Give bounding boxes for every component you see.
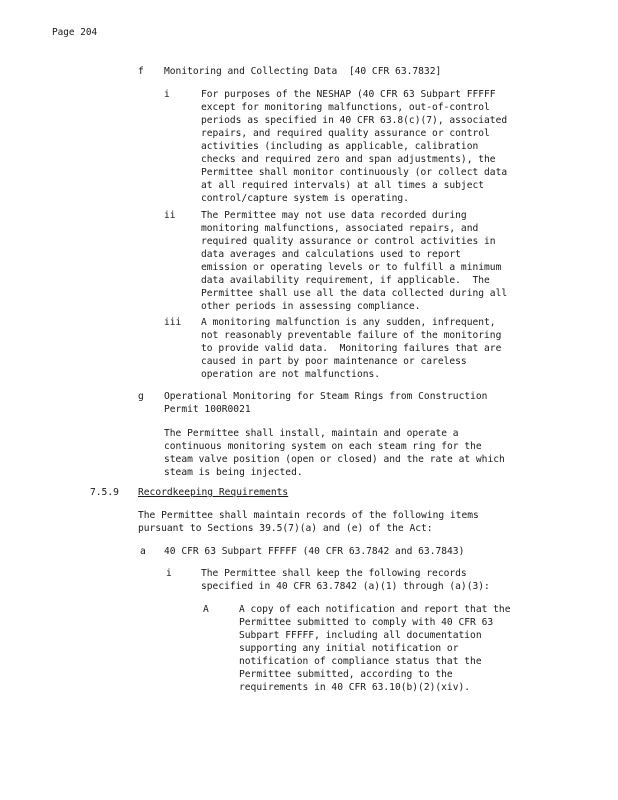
item-a-label: a [140,546,146,557]
text-line: steam is being injected. [164,467,303,478]
section-title: Recordkeeping Requirements [138,487,289,498]
text-line: Permittee submitted, according to the [239,669,453,680]
text-line: pursuant to Sections 39.5(7)(a) and (e) of the Act: [138,523,433,534]
text-line: notification of compliance status that the [239,656,482,667]
text-line: required quality assurance or control activities in [201,236,496,247]
text-line: at all required intervals) at all times a subject [201,180,485,191]
text-line: Subpart FFFFF, including all documentation [239,630,482,641]
text-line: periods as specified in 40 CFR 63.8(c)(7), associated [201,115,508,126]
text-line: Permittee submitted to comply with 40 CFR 63 [239,617,494,628]
text-line: supporting any initial notification or [239,643,459,654]
item-f-iii-label: iii [164,317,182,328]
text-line: The Permittee shall maintain records of the following items [138,510,479,521]
item-a-i-text [201,567,490,593]
item-f-i-label: i [164,89,170,100]
text-line: except for monitoring malfunctions, out-of-control [201,102,490,113]
text-line: The Permittee shall keep the following records [201,568,467,579]
text-line: checks and required zero and span adjustments), the [201,154,496,165]
text-line: A copy of each notification and report that the [239,604,511,615]
text-line: For purposes of the NESHAP (40 CFR 63 Subpart FFFFF [201,89,496,100]
item-f-label: f [138,66,144,77]
item-f-ii-label: ii [164,210,176,221]
text-line: repairs, and required quality assurance or control [201,128,490,139]
section-intro [138,509,479,535]
item-a-i-A-label: A [203,604,209,615]
item-g-body [164,427,505,479]
item-g-heading [164,390,487,416]
item-a-i-label: i [166,568,172,579]
item-a-i-A-text [239,603,510,694]
text-line: A monitoring malfunction is any sudden, infrequent, [201,317,496,328]
item-f-ii-text [201,209,507,313]
item-f-i-text [201,88,507,205]
text-line: steam valve position (open or closed) and the rate at which [164,454,505,465]
text-line: data averages and calculations used to report [201,249,461,260]
text-line: not reasonably preventable failure of the monitoring [201,330,502,341]
item-g-label: g [138,391,144,402]
text-line: Permittee shall monitor continuously (or collect data [201,167,508,178]
section-number: 7.5.9 [90,487,119,498]
text-line: requirements in 40 CFR 63.10(b)(2)(xiv). [239,682,471,693]
text-line: continuous monitoring system on each steam ring for the [164,441,482,452]
text-line: data availability requirement, if applicable. The [201,275,490,286]
text-line: The Permittee shall install, maintain and operate a [164,428,459,439]
text-line: activities (including as applicable, calibration [201,141,479,152]
text-line: Permittee shall use all the data collected during all [201,288,508,299]
page-number: Page 204 [52,27,98,38]
text-line: caused in part by poor maintenance or careless [201,356,467,367]
item-f-heading: Monitoring and Collecting Data [40 CFR 63.7832] [164,66,442,77]
text-line: emission or operating levels or to fulfill a minimum [201,262,502,273]
text-line: Permit 100R0021 [164,404,251,415]
item-f-iii-text [201,316,501,381]
text-line: Operational Monitoring for Steam Rings from Construction [164,391,488,402]
text-line: specified in 40 CFR 63.7842 (a)(1) through (a)(3): [201,581,490,592]
text-line: monitoring malfunctions, associated repairs, and [201,223,479,234]
text-line: other periods in assessing compliance. [201,301,421,312]
text-line: control/capture system is operating. [201,193,409,204]
text-line: operation are not malfunctions. [201,369,381,380]
item-a-heading: 40 CFR 63 Subpart FFFFF (40 CFR 63.7842 and 63.7843) [164,546,465,557]
text-line: to provide valid data. Monitoring failures that are [201,343,502,354]
text-line: The Permittee may not use data recorded during [201,210,467,221]
